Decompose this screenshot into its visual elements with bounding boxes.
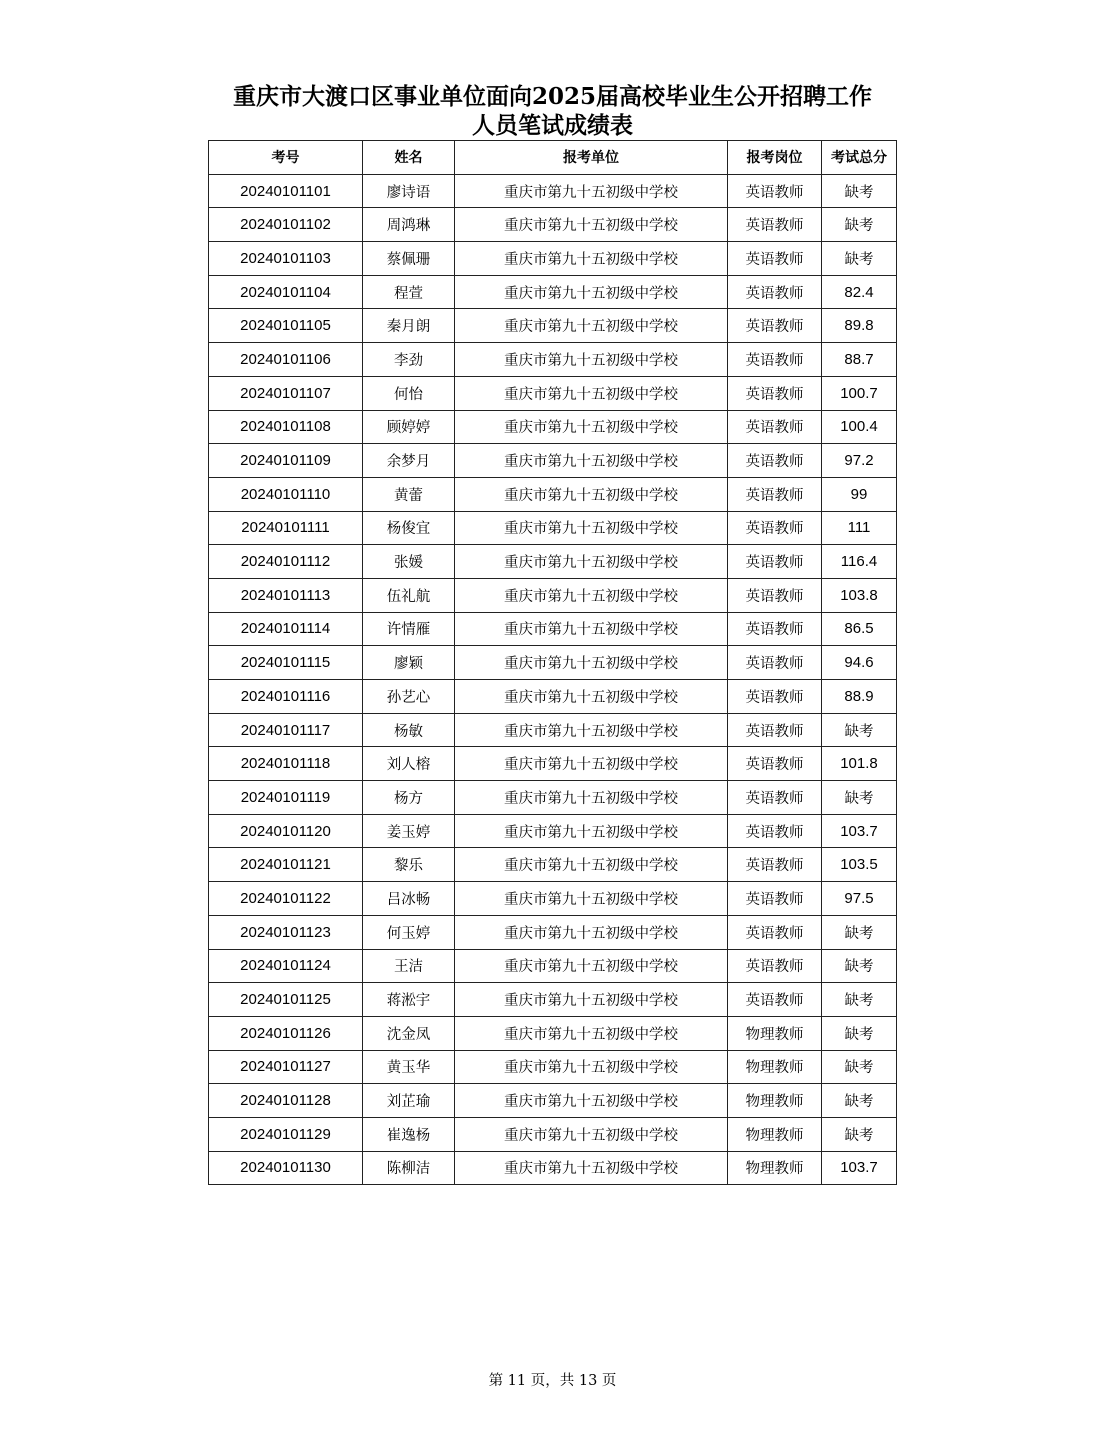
header-exam-number: 考号 <box>209 141 363 175</box>
unit-cell: 重庆市第九十五初级中学校 <box>455 376 728 410</box>
name-cell: 沈金凤 <box>363 1016 455 1050</box>
position-cell: 英语教师 <box>728 814 822 848</box>
header-position: 报考岗位 <box>728 141 822 175</box>
position-cell: 英语教师 <box>728 578 822 612</box>
score-cell: 缺考 <box>822 915 897 949</box>
score-cell: 缺考 <box>822 949 897 983</box>
position-cell: 英语教师 <box>728 208 822 242</box>
position-cell: 英语教师 <box>728 915 822 949</box>
header-unit: 报考单位 <box>455 141 728 175</box>
table-row <box>209 713 897 747</box>
name-cell: 伍礼航 <box>363 578 455 612</box>
table-row <box>209 444 897 478</box>
table-body <box>209 174 897 1185</box>
exam-number-cell: 20240101107 <box>209 376 363 410</box>
table-row <box>209 612 897 646</box>
table-row <box>209 848 897 882</box>
score-cell: 116.4 <box>822 545 897 579</box>
name-cell: 蔡佩珊 <box>363 242 455 276</box>
position-cell: 英语教师 <box>728 309 822 343</box>
position-cell: 英语教师 <box>728 747 822 781</box>
unit-cell: 重庆市第九十五初级中学校 <box>455 174 728 208</box>
table-row <box>209 343 897 377</box>
exam-number-cell: 20240101108 <box>209 410 363 444</box>
document-title-line-2: 人员笔试成绩表 <box>472 112 633 139</box>
score-cell: 缺考 <box>822 174 897 208</box>
header-total-score: 考试总分 <box>822 141 897 175</box>
score-cell: 缺考 <box>822 713 897 747</box>
table-row <box>209 1117 897 1151</box>
name-cell: 吕冰畅 <box>363 882 455 916</box>
table-row <box>209 511 897 545</box>
table-row <box>209 174 897 208</box>
score-cell: 88.9 <box>822 680 897 714</box>
table-row <box>209 882 897 916</box>
table-row <box>209 814 897 848</box>
score-cell: 103.5 <box>822 848 897 882</box>
unit-cell: 重庆市第九十五初级中学校 <box>455 477 728 511</box>
position-cell: 物理教师 <box>728 1084 822 1118</box>
exam-number-cell: 20240101117 <box>209 713 363 747</box>
table-row <box>209 646 897 680</box>
name-cell: 顾婷婷 <box>363 410 455 444</box>
position-cell: 英语教师 <box>728 545 822 579</box>
score-cell: 缺考 <box>822 1016 897 1050</box>
score-cell: 88.7 <box>822 343 897 377</box>
position-cell: 英语教师 <box>728 174 822 208</box>
exam-number-cell: 20240101123 <box>209 915 363 949</box>
name-cell: 孙艺心 <box>363 680 455 714</box>
unit-cell: 重庆市第九十五初级中学校 <box>455 578 728 612</box>
table-row <box>209 208 897 242</box>
name-cell: 何怡 <box>363 376 455 410</box>
position-cell: 英语教师 <box>728 882 822 916</box>
table-row <box>209 545 897 579</box>
score-cell: 103.8 <box>822 578 897 612</box>
score-cell: 99 <box>822 477 897 511</box>
score-cell: 103.7 <box>822 1151 897 1185</box>
exam-number-cell: 20240101112 <box>209 545 363 579</box>
score-cell: 100.4 <box>822 410 897 444</box>
unit-cell: 重庆市第九十五初级中学校 <box>455 208 728 242</box>
position-cell: 英语教师 <box>728 275 822 309</box>
name-cell: 廖诗语 <box>363 174 455 208</box>
exam-number-cell: 20240101103 <box>209 242 363 276</box>
exam-number-cell: 20240101110 <box>209 477 363 511</box>
unit-cell: 重庆市第九十五初级中学校 <box>455 1050 728 1084</box>
name-cell: 许情雁 <box>363 612 455 646</box>
name-cell: 程萱 <box>363 275 455 309</box>
position-cell: 英语教师 <box>728 680 822 714</box>
exam-number-cell: 20240101120 <box>209 814 363 848</box>
name-cell: 黄蕾 <box>363 477 455 511</box>
exam-number-cell: 20240101116 <box>209 680 363 714</box>
unit-cell: 重庆市第九十五初级中学校 <box>455 747 728 781</box>
exam-number-cell: 20240101125 <box>209 983 363 1017</box>
position-cell: 英语教师 <box>728 343 822 377</box>
table-row <box>209 410 897 444</box>
unit-cell: 重庆市第九十五初级中学校 <box>455 1084 728 1118</box>
unit-cell: 重庆市第九十五初级中学校 <box>455 680 728 714</box>
table-row <box>209 1050 897 1084</box>
score-cell: 94.6 <box>822 646 897 680</box>
table-row <box>209 781 897 815</box>
score-cell: 89.8 <box>822 309 897 343</box>
name-cell: 刘芷瑜 <box>363 1084 455 1118</box>
exam-number-cell: 20240101114 <box>209 612 363 646</box>
name-cell: 张媛 <box>363 545 455 579</box>
score-cell: 缺考 <box>822 781 897 815</box>
table-row <box>209 680 897 714</box>
table-row <box>209 578 897 612</box>
table-row <box>209 477 897 511</box>
document-title-line-1: 重庆市大渡口区事业单位面向2025届高校毕业生公开招聘工作 <box>232 83 872 110</box>
unit-cell: 重庆市第九十五初级中学校 <box>455 275 728 309</box>
exam-number-cell: 20240101128 <box>209 1084 363 1118</box>
position-cell: 英语教师 <box>728 612 822 646</box>
name-cell: 陈柳洁 <box>363 1151 455 1185</box>
score-cell: 86.5 <box>822 612 897 646</box>
name-cell: 王洁 <box>363 949 455 983</box>
table-header-row <box>209 141 897 175</box>
score-cell: 111 <box>822 511 897 545</box>
score-cell: 97.2 <box>822 444 897 478</box>
position-cell: 英语教师 <box>728 511 822 545</box>
unit-cell: 重庆市第九十五初级中学校 <box>455 511 728 545</box>
table-row <box>209 376 897 410</box>
position-cell: 英语教师 <box>728 781 822 815</box>
exam-number-cell: 20240101111 <box>209 511 363 545</box>
unit-cell: 重庆市第九十五初级中学校 <box>455 444 728 478</box>
score-cell: 103.7 <box>822 814 897 848</box>
unit-cell: 重庆市第九十五初级中学校 <box>455 848 728 882</box>
exam-number-cell: 20240101106 <box>209 343 363 377</box>
name-cell: 何玉婷 <box>363 915 455 949</box>
name-cell: 黄玉华 <box>363 1050 455 1084</box>
unit-cell: 重庆市第九十五初级中学校 <box>455 410 728 444</box>
table-row <box>209 747 897 781</box>
name-cell: 杨俊宜 <box>363 511 455 545</box>
exam-number-cell: 20240101122 <box>209 882 363 916</box>
name-cell: 蒋淞宇 <box>363 983 455 1017</box>
unit-cell: 重庆市第九十五初级中学校 <box>455 1016 728 1050</box>
table-row <box>209 1151 897 1185</box>
unit-cell: 重庆市第九十五初级中学校 <box>455 713 728 747</box>
name-cell: 秦月朗 <box>363 309 455 343</box>
exam-number-cell: 20240101124 <box>209 949 363 983</box>
exam-number-cell: 20240101130 <box>209 1151 363 1185</box>
position-cell: 英语教师 <box>728 477 822 511</box>
unit-cell: 重庆市第九十五初级中学校 <box>455 882 728 916</box>
table-row <box>209 949 897 983</box>
exam-number-cell: 20240101119 <box>209 781 363 815</box>
table-row <box>209 309 897 343</box>
table-row <box>209 1084 897 1118</box>
score-cell: 缺考 <box>822 983 897 1017</box>
exam-number-cell: 20240101115 <box>209 646 363 680</box>
unit-cell: 重庆市第九十五初级中学校 <box>455 646 728 680</box>
position-cell: 物理教师 <box>728 1016 822 1050</box>
table-row <box>209 915 897 949</box>
position-cell: 英语教师 <box>728 410 822 444</box>
position-cell: 英语教师 <box>728 242 822 276</box>
name-cell: 姜玉婷 <box>363 814 455 848</box>
position-cell: 物理教师 <box>728 1050 822 1084</box>
unit-cell: 重庆市第九十五初级中学校 <box>455 915 728 949</box>
exam-number-cell: 20240101118 <box>209 747 363 781</box>
name-cell: 刘人榕 <box>363 747 455 781</box>
exam-number-cell: 20240101127 <box>209 1050 363 1084</box>
exam-number-cell: 20240101109 <box>209 444 363 478</box>
page-footer: 第 11 页，共 13 页 <box>488 1373 617 1389</box>
score-cell: 缺考 <box>822 242 897 276</box>
exam-number-cell: 20240101101 <box>209 174 363 208</box>
score-cell: 82.4 <box>822 275 897 309</box>
unit-cell: 重庆市第九十五初级中学校 <box>455 781 728 815</box>
score-cell: 缺考 <box>822 1117 897 1151</box>
name-cell: 杨方 <box>363 781 455 815</box>
name-cell: 杨敏 <box>363 713 455 747</box>
position-cell: 英语教师 <box>728 376 822 410</box>
name-cell: 李劲 <box>363 343 455 377</box>
exam-number-cell: 20240101105 <box>209 309 363 343</box>
exam-number-cell: 20240101113 <box>209 578 363 612</box>
score-cell: 缺考 <box>822 1050 897 1084</box>
exam-number-cell: 20240101104 <box>209 275 363 309</box>
score-cell: 97.5 <box>822 882 897 916</box>
unit-cell: 重庆市第九十五初级中学校 <box>455 1117 728 1151</box>
name-cell: 周鸿琳 <box>363 208 455 242</box>
position-cell: 英语教师 <box>728 646 822 680</box>
unit-cell: 重庆市第九十五初级中学校 <box>455 612 728 646</box>
unit-cell: 重庆市第九十五初级中学校 <box>455 309 728 343</box>
header-name: 姓名 <box>363 141 455 175</box>
name-cell: 余梦月 <box>363 444 455 478</box>
name-cell: 黎乐 <box>363 848 455 882</box>
score-cell: 101.8 <box>822 747 897 781</box>
score-cell: 100.7 <box>822 376 897 410</box>
score-table <box>208 140 897 1185</box>
table-row <box>209 242 897 276</box>
unit-cell: 重庆市第九十五初级中学校 <box>455 814 728 848</box>
position-cell: 物理教师 <box>728 1117 822 1151</box>
name-cell: 崔逸杨 <box>363 1117 455 1151</box>
position-cell: 英语教师 <box>728 983 822 1017</box>
table-row <box>209 275 897 309</box>
position-cell: 英语教师 <box>728 848 822 882</box>
unit-cell: 重庆市第九十五初级中学校 <box>455 983 728 1017</box>
name-cell: 廖颖 <box>363 646 455 680</box>
unit-cell: 重庆市第九十五初级中学校 <box>455 242 728 276</box>
exam-number-cell: 20240101129 <box>209 1117 363 1151</box>
exam-number-cell: 20240101102 <box>209 208 363 242</box>
score-cell: 缺考 <box>822 208 897 242</box>
exam-number-cell: 20240101121 <box>209 848 363 882</box>
position-cell: 物理教师 <box>728 1151 822 1185</box>
position-cell: 英语教师 <box>728 949 822 983</box>
unit-cell: 重庆市第九十五初级中学校 <box>455 343 728 377</box>
position-cell: 英语教师 <box>728 713 822 747</box>
score-cell: 缺考 <box>822 1084 897 1118</box>
exam-number-cell: 20240101126 <box>209 1016 363 1050</box>
position-cell: 英语教师 <box>728 444 822 478</box>
table-row <box>209 983 897 1017</box>
unit-cell: 重庆市第九十五初级中学校 <box>455 949 728 983</box>
unit-cell: 重庆市第九十五初级中学校 <box>455 545 728 579</box>
unit-cell: 重庆市第九十五初级中学校 <box>455 1151 728 1185</box>
table-row <box>209 1016 897 1050</box>
